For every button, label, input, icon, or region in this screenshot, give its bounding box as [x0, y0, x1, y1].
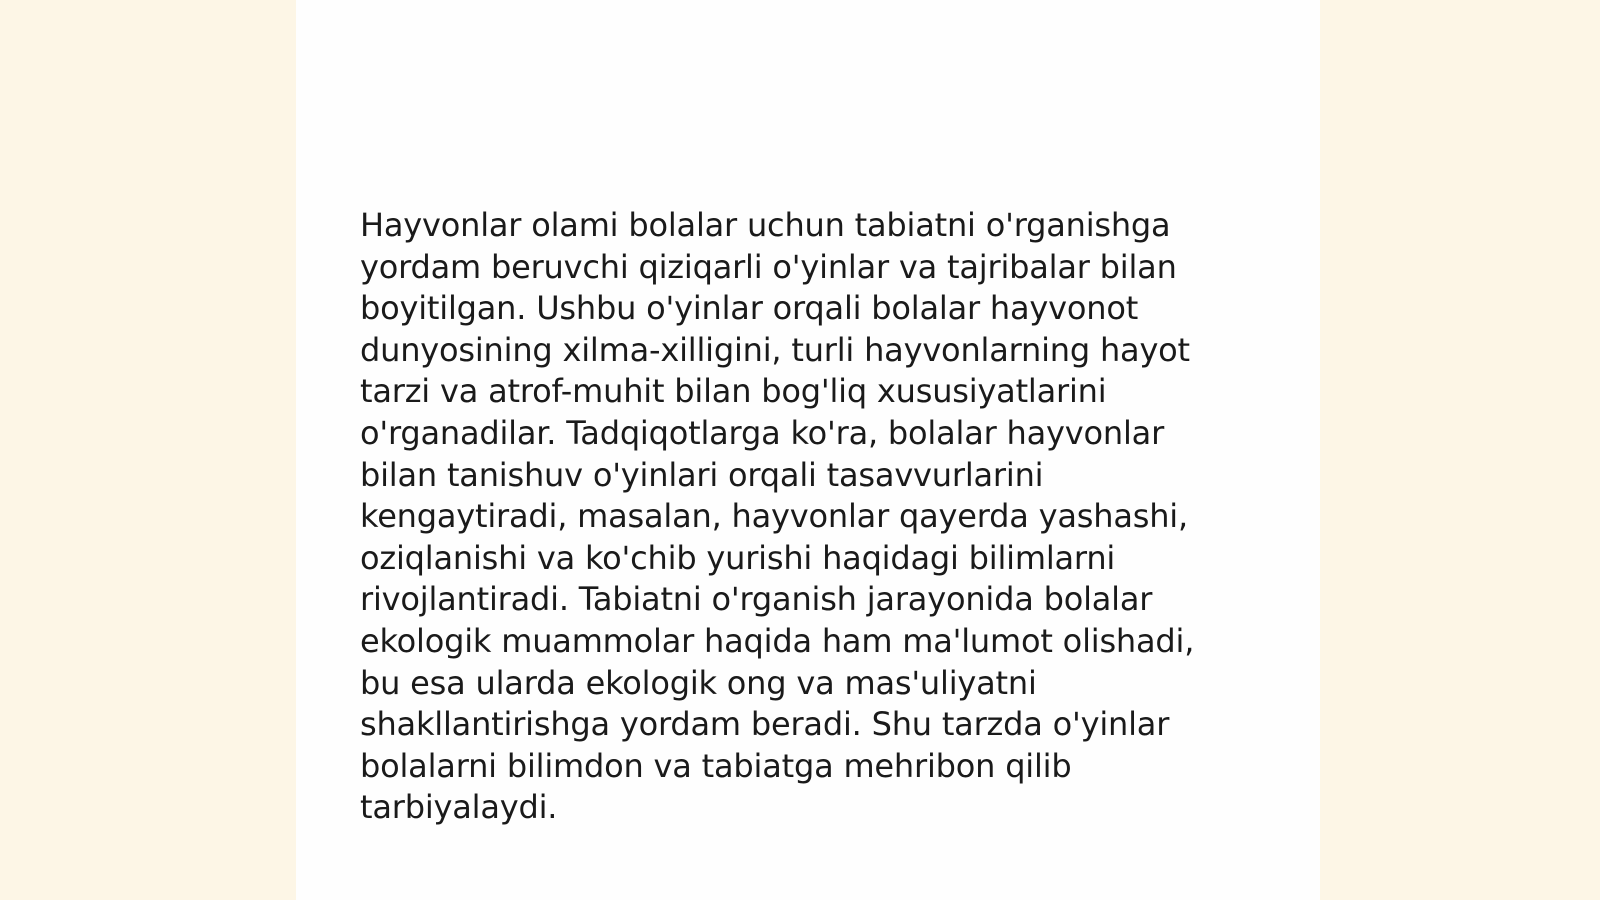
document-page	[296, 0, 1320, 900]
body-paragraph: Hayvonlar olami bolalar uchun tabiatni o'rganishga yordam beruvchi qiziqarli o'yinlar va tajribalar bilan boyitilgan. Ushbu o'yinlar orqali bolalar hayvonot dunyosining xilma-xilligini, turli hayvonlarning hayot tarzi va atrof-muhit bilan bog'liq xususiyatlarini o'rganadilar. Tadqiqotlarga ko'ra, bolalar hayvonlar bilan tanishuv o'yinlari orqali tasavvurlarini kengaytiradi, masalan, hayvonlar qayerda yashashi, oziqlanishi va ko'chib yurishi haqidagi bilimlarni rivojlantiradi. Tabiatni o'rganish jarayonida bolalar ekologik muammolar haqida ham ma'lumot olishadi, bu esa ularda ekologik ong va mas'uliyatni shakllantirishga yordam beradi. Shu tarzda o'yinlar bolalarni bilimdon va tabiatga mehribon qilib tarbiyalaydi.	[360, 206, 1195, 827]
